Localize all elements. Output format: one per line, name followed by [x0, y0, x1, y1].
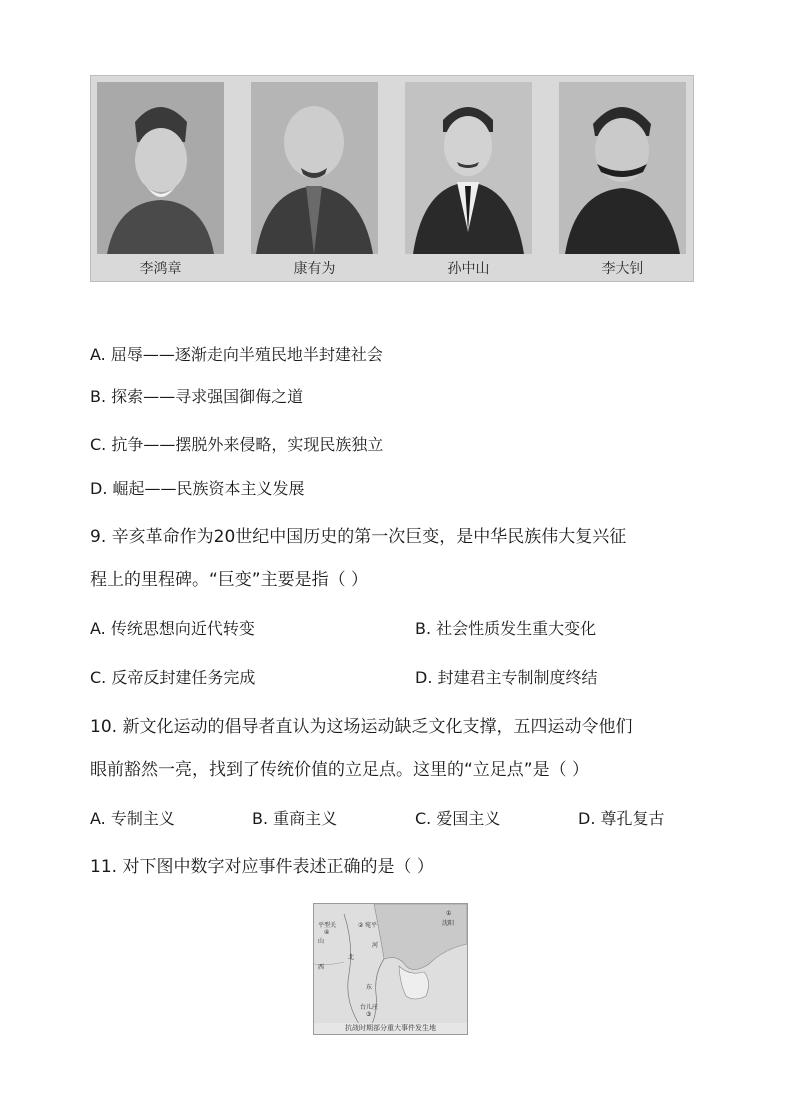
portrait-li-dazhao [559, 82, 686, 254]
map-label-taierzhuang: 台儿庄 [360, 1004, 379, 1011]
q11-stem: 11. 对下图中数字对应事件表述正确的是（ ） [90, 857, 434, 877]
q9-option-b: B. 社会性质发生重大变化 [415, 619, 597, 638]
portrait-kang-youwei [251, 82, 378, 254]
map-label-dong: 东 [366, 984, 373, 991]
map-label-he: 河 [372, 942, 379, 949]
q10-stem-line1: 10. 新文化运动的倡导者直认为这场运动缺乏文化支撑，五四运动令他们 [90, 717, 633, 737]
map-caption: 抗战时期部分重大事件发生地 [314, 1023, 467, 1034]
map-marker-4: ④ [324, 929, 330, 936]
portrait-li-hongzhang [97, 82, 224, 254]
q9-stem-line2: 程上的里程碑。“巨变”主要是指（ ） [90, 570, 369, 590]
portrait-photo-strip [90, 75, 694, 282]
map-marker-1: ① [446, 910, 452, 917]
q9-option-c: C. 反帝反封建任务完成 [90, 668, 256, 687]
portrait-li-dazhao-image [559, 82, 686, 254]
portrait-kang-youwei-image [251, 82, 378, 254]
portrait-name-3: 孙中山 [447, 261, 490, 277]
q8-option-b: B. 探索——寻求强国御侮之道 [90, 387, 304, 406]
map-label-bei: 北 [348, 954, 355, 961]
q9-option-d: D. 封建君主专制制度终结 [415, 668, 598, 687]
portrait-name-4: 李大钊 [601, 261, 644, 277]
portrait-sun-zhongshan-image [405, 82, 532, 254]
map-label-xi: 西 [318, 964, 325, 971]
war-events-map [313, 903, 468, 1035]
q8-option-a: A. 屈辱——逐渐走向半殖民地半封建社会 [90, 345, 383, 364]
q9-option-a: A. 传统思想向近代转变 [90, 619, 255, 638]
map-marker-3: ③ [366, 1011, 372, 1018]
portrait-li-hongzhang-image [97, 82, 224, 254]
q10-option-c: C. 爱国主义 [415, 809, 501, 828]
q8-option-d: D. 崛起——民族资本主义发展 [90, 479, 305, 498]
q10-stem-line2: 眼前豁然一亮，找到了传统价值的立足点。这里的“立足点”是（ ） [90, 760, 590, 780]
q10-option-b: B. 重商主义 [252, 809, 338, 828]
q8-option-c: C. 抗争——摆脱外来侵略，实现民族独立 [90, 435, 384, 454]
map-label-shan: 山 [318, 938, 325, 945]
map-label-shenyang: 沈阳 [442, 920, 455, 927]
q10-option-a: A. 专制主义 [90, 809, 175, 828]
map-label-pingxingguan: 平型关 [318, 922, 337, 929]
q9-stem-line1: 9. 辛亥革命作为20世纪中国历史的第一次巨变，是中华民族伟大复兴征 [90, 527, 627, 547]
map-marker-2: ② [358, 922, 364, 929]
q10-option-d: D. 尊孔复古 [578, 809, 665, 828]
portrait-name-1: 李鸿章 [139, 261, 182, 277]
portrait-name-2: 康有为 [293, 261, 336, 277]
map-label-wanping: 宛平 [365, 922, 378, 929]
portrait-sun-zhongshan [405, 82, 532, 254]
